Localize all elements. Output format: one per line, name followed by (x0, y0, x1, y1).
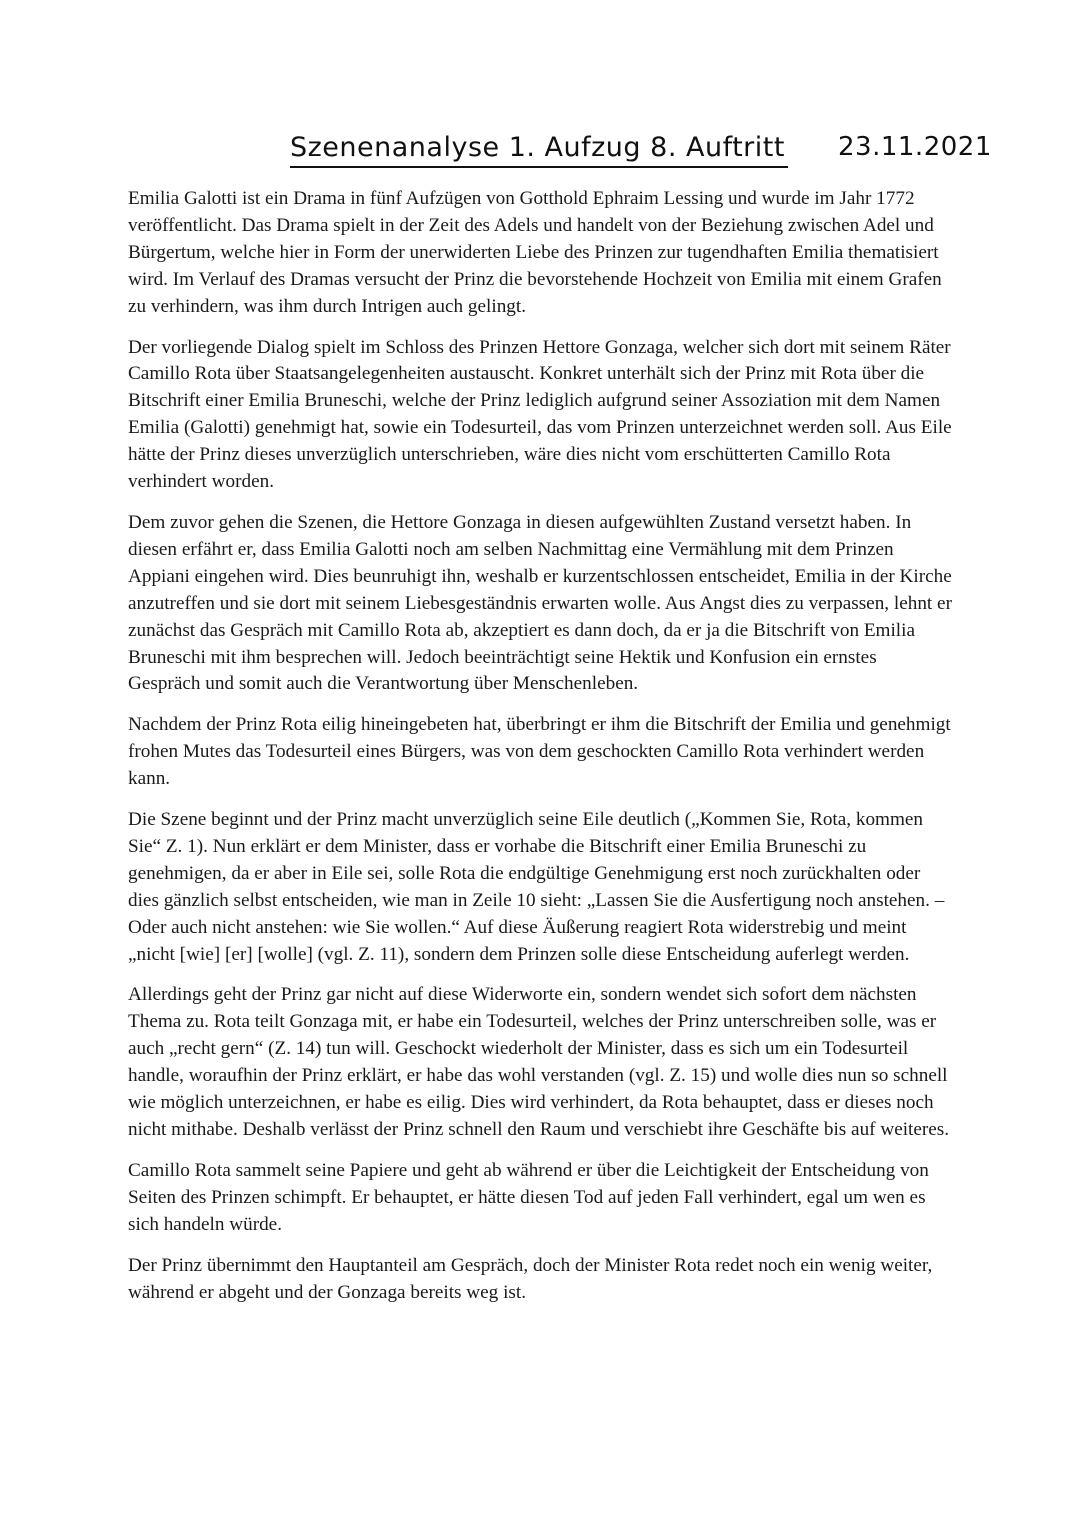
paragraph: Emilia Galotti ist ein Drama in fünf Aufzügen von Gotthold Ephraim Lessing und wurde im Jahr 1772 veröffentlicht. Das Drama spielt in der Zeit des Adels und handelt von der Beziehung zwischen Adel und Bürgertum, welche hier in Form der unerwiderten Liebe des Prinzen zur tugendhaften Emilia thematisiert wird. Im Verlauf des Dramas versucht der Prinz die bevorstehende Hochzeit von Emilia mit einem Grafen zu verhindern, was ihm durch Intrigen auch gelingt. (128, 188, 942, 317)
paragraph: Nachdem der Prinz Rota eilig hineingebeten hat, überbringt er ihm die Bitschrift der Emilia und genehmigt frohen Mutes das Todesurteil eines Bürgers, was von dem geschockten Camillo Rota verhindert werden kann. (128, 714, 951, 790)
document-title: Szenenanalyse 1. Aufzug 8. Auftritt (290, 132, 785, 163)
paragraph: Dem zuvor gehen die Szenen, die Hettore Gonzaga in diesen aufgewühlten Zustand versetzt haben. In diesen erfährt er, dass Emilia Galotti noch am selben Nachmittag eine Vermählung mit dem Prinzen Appiani eingehen wird. Dies beunruhigt ihn, weshalb er kurzentschlossen entscheidet, Emilia in der Kirche anzutreffen und sie dort mit seinem Liebesgeständnis erwarten wolle. Aus Angst dies zu verpassen, lehnt er zunächst das Gespräch mit Camillo Rota ab, akzeptiert es dann doch, da er ja die Bitschrift von Emilia Bruneschi mit ihm besprechen will. Jedoch beeinträchtigt seine Hektik und Konfusion ein ernstes Gespräch und somit auch die Verantwortung über Menschenleben. (128, 511, 952, 695)
document-date: 23.11.2021 (838, 132, 992, 162)
document-header (290, 132, 992, 172)
paragraph: Der Prinz übernimmt den Hauptanteil am Gespräch, doch der Minister Rota redet noch ein wenig weiter, während er abgeht und der Gonzaga bereits weg ist. (128, 1254, 933, 1303)
title-underline (290, 166, 788, 168)
document-body (128, 186, 952, 1320)
paragraph: Camillo Rota sammelt seine Papiere und geht ab während er über die Leichtigkeit der Entscheidung von Seiten des Prinzen schimpft. Er behauptet, er hätte diesen Tod auf jeden Fall verhindert, egal um wen es sich handeln würde. (128, 1159, 929, 1235)
paragraph: Allerdings geht der Prinz gar nicht auf diese Widerworte ein, sondern wendet sich sofort dem nächsten Thema zu. Rota teilt Gonzaga mit, er habe ein Todesurteil, welches der Prinz unterschreiben solle, was er auch „recht gern“ (Z. 14) tun will. Geschockt wiederholt der Minister, dass es sich um ein Todesurteil handle, woraufhin der Prinz erklärt, er habe das wohl verstanden (vgl. Z. 15) und wolle dies nun so schnell wie möglich unterzeichnen, er habe es eilig. Dies wird verhindert, da Rota behauptet, dass er dieses noch nicht mithabe. Deshalb verlässt der Prinz schnell den Raum und verschiebt ihre Geschäfte bis auf weiteres. (128, 984, 950, 1140)
paragraph: Der vorliegende Dialog spielt im Schloss des Prinzen Hettore Gonzaga, welcher sich dort mit seinem Räter Camillo Rota über Staatsangelegenheiten austauscht. Konkret unterhält sich der Prinz mit Rota über die Bitschrift einer Emilia Bruneschi, welche der Prinz lediglich aufgrund seiner Assoziation mit dem Namen Emilia (Galotti) genehmigt hat, sowie ein Todesurteil, das vom Prinzen unterzeichnet werden soll. Aus Eile hätte der Prinz dieses unverzüglich unterschrieben, wäre dies nicht vom erschütterten Camillo Rota verhindert worden. (128, 336, 952, 493)
paragraph: Die Szene beginnt und der Prinz macht unverzüglich seine Eile deutlich („Kommen Sie, Rota, kommen Sie“ Z. 1). Nun erklärt er dem Minister, dass er vorhabe die Bitschrift einer Emilia Bruneschi zu genehmigen, da er aber in Eile sei, solle Rota die endgültige Genehmigung erst noch zurückhalten oder dies gänzlich selbst entscheiden, wie man in Zeile 10 sieht: „Lassen Sie die Ausfertigung noch anstehen. – Oder auch nicht anstehen: wie Sie wollen.“ Auf diese Äußerung reagiert Rota widerstrebig und meint „nicht [wie] [er] [wolle] (vgl. Z. 11), sondern dem Prinzen solle diese Entscheidung auferlegt werden. (128, 809, 945, 965)
